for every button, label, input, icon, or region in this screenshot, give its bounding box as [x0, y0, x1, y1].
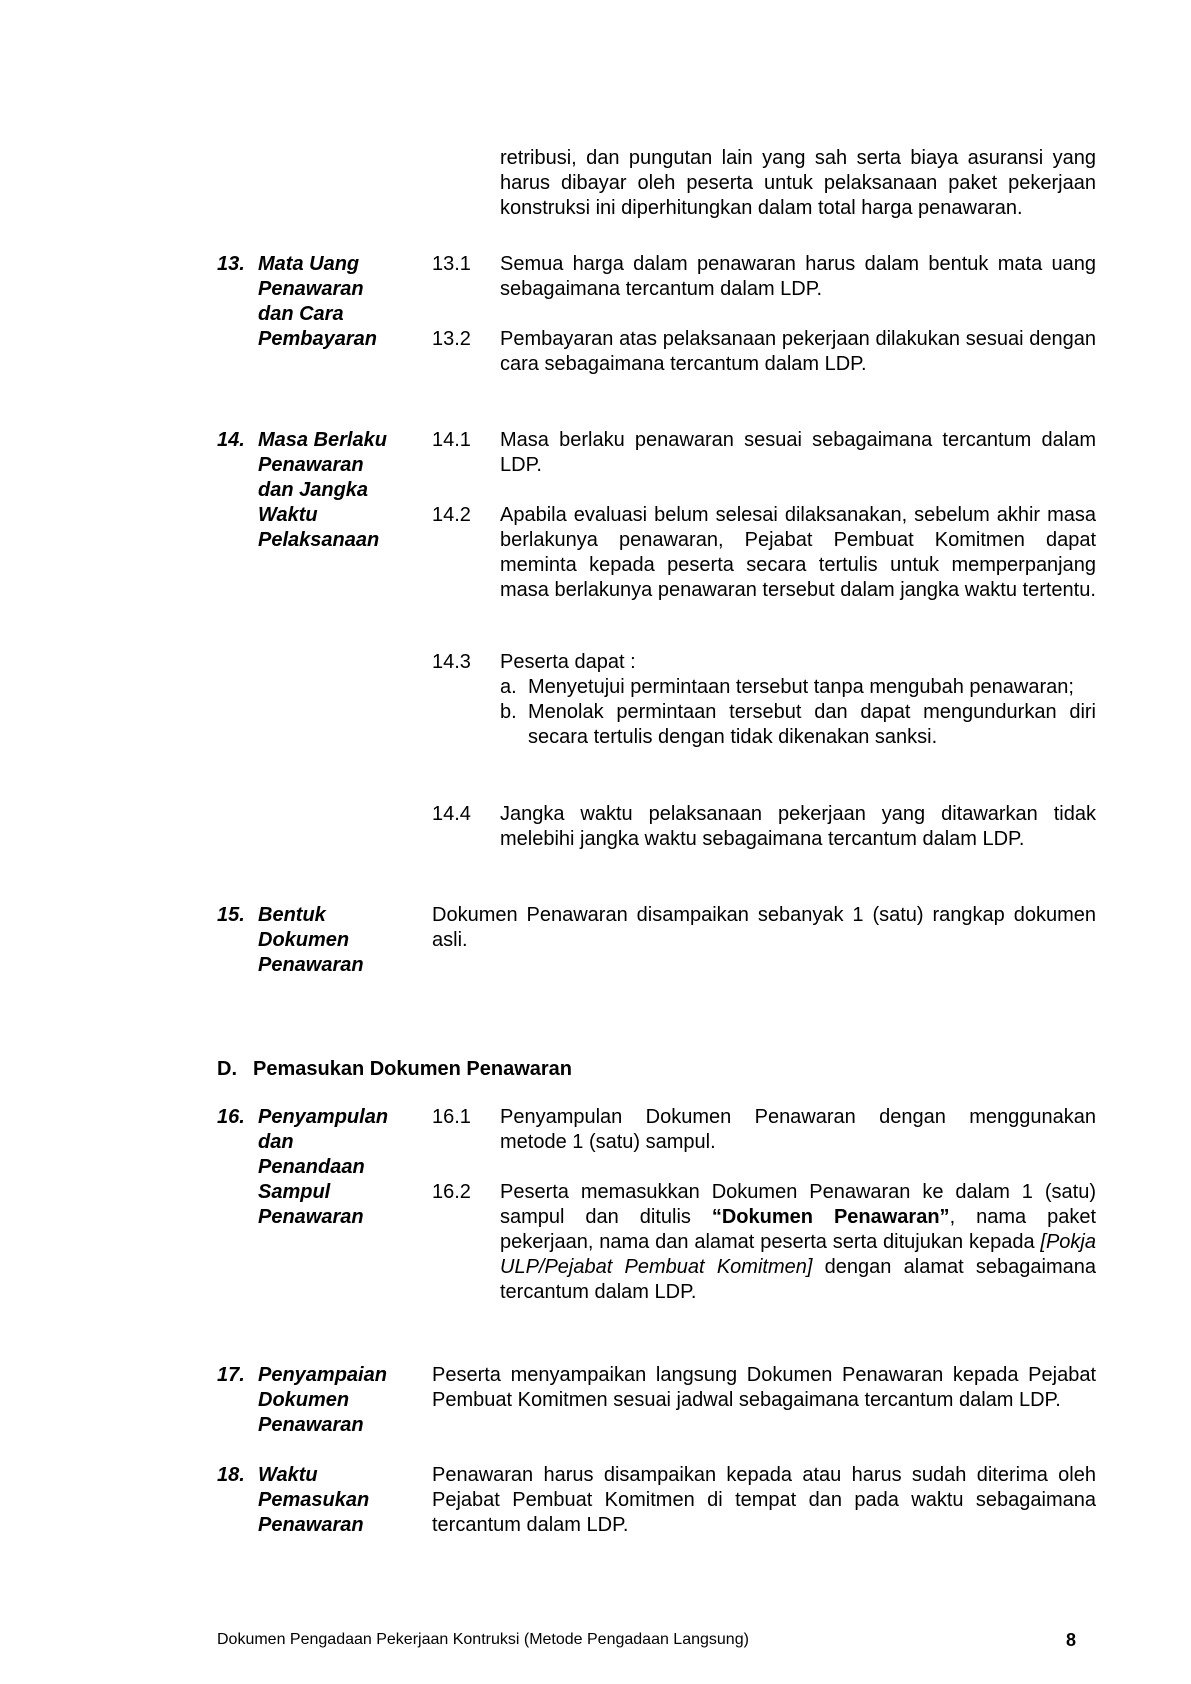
title-line: Penawaran	[258, 954, 364, 976]
title-line: Waktu	[258, 1464, 318, 1486]
clause-placeholder: [Pokja ULP/Pejabat Pembuat Komitmen]	[500, 1231, 1096, 1278]
title-line: Penawaran	[258, 1206, 364, 1228]
title-line: Pembayaran	[258, 328, 377, 350]
clause-text: Penyampulan Dokumen Penawaran dengan menggunakan metode 1 (satu) sampul.	[500, 1106, 1096, 1153]
section-title	[258, 252, 418, 352]
section-title	[258, 428, 418, 553]
section-title	[258, 1363, 418, 1438]
list-text: Menyetujui permintaan tersebut tanpa mengubah penawaran;	[528, 676, 1074, 698]
chapter-heading	[217, 1057, 572, 1082]
title-line: Sampul	[258, 1181, 331, 1203]
clause-number: 16.1	[432, 1106, 471, 1128]
title-line: Penyampaian	[258, 1364, 387, 1386]
section-number: 14.	[217, 429, 245, 451]
title-line: dan Cara	[258, 303, 344, 325]
list-item	[500, 675, 1096, 700]
title-line: dan	[258, 1131, 294, 1153]
list-marker: b.	[500, 701, 517, 723]
section-title	[258, 1463, 418, 1538]
title-line: Mata Uang	[258, 253, 360, 275]
heading-text: Pemasukan Dokumen Penawaran	[253, 1058, 573, 1080]
title-line: Bentuk	[258, 904, 326, 926]
clause-text-part: , nama paket pekerjaan, nama dan alamat peserta serta ditujukan kepada	[500, 1206, 1096, 1253]
title-line: Dokumen	[258, 929, 350, 951]
clause-text: Semua harga dalam penawaran harus dalam bentuk mata uang sebagaimana tercantum dalam LDP.	[500, 253, 1096, 300]
clause-number: 14.1	[432, 429, 471, 451]
clause-number: 13.2	[432, 328, 471, 350]
list-marker: a.	[500, 676, 517, 698]
title-line: Pemasukan	[258, 1489, 370, 1511]
list-text: Menolak permintaan tersebut dan dapat mengundurkan diri secara tertulis dengan tidak dikenakan sanksi.	[528, 701, 1096, 748]
clause-number: 14.2	[432, 504, 471, 526]
section-text: Dokumen Penawaran disampaikan sebanyak 1 (satu) rangkap dokumen asli.	[432, 904, 1096, 951]
footer-text: Dokumen Pengadaan Pekerjaan Kontruksi (Metode Pengadaan Langsung)	[217, 1631, 749, 1648]
clause-text	[500, 650, 1096, 750]
title-line: Penawaran	[258, 454, 364, 476]
section-number: 15.	[217, 904, 245, 926]
clause-text: Apabila evaluasi belum selesai dilaksanakan, sebelum akhir masa berlakunya penawaran, Pejabat Pembuat Komitmen dapat meminta kepada peserta secara tertulis untuk memperpanjang masa berlakunya penawaran tersebut dalam jangka waktu tertentu.	[500, 504, 1096, 601]
section-number: 16.	[217, 1106, 245, 1128]
section-text: Penawaran harus disampaikan kepada atau harus sudah diterima oleh Pejabat Pembuat Komitmen di tempat dan pada waktu sebagaimana tercantum dalam LDP.	[432, 1464, 1096, 1536]
list-item	[500, 700, 1096, 750]
clause-text: Pembayaran atas pelaksanaan pekerjaan dilakukan sesuai dengan cara sebagaimana tercantum dalam LDP.	[500, 328, 1096, 375]
clause-text: Jangka waktu pelaksanaan pekerjaan yang ditawarkan tidak melebihi jangka waktu sebagaimana tercantum dalam LDP.	[500, 803, 1096, 850]
continuation-paragraph: retribusi, dan pungutan lain yang sah serta biaya asuransi yang harus dibayar oleh peserta untuk pelaksanaan paket pekerjaan konstruksi ini diperhitungkan dalam total harga penawaran.	[500, 147, 1096, 219]
clause-text: Masa berlaku penawaran sesuai sebagaimana tercantum dalam LDP.	[500, 429, 1096, 476]
section-number: 13.	[217, 253, 245, 275]
clause-number: 14.4	[432, 803, 471, 825]
title-line: Pelaksanaan	[258, 529, 380, 551]
title-line: Penandaan	[258, 1156, 365, 1178]
clause-intro: Peserta dapat :	[500, 651, 636, 673]
title-line: Penyampulan	[258, 1106, 389, 1128]
title-line: Penawaran	[258, 1414, 364, 1436]
clause-number: 14.3	[432, 651, 471, 673]
clause-text-part: dengan alamat sebagaimana tercantum dalam LDP.	[500, 1256, 1097, 1303]
section-text: Peserta menyampaikan langsung Dokumen Penawaran kepada Pejabat Pembuat Komitmen sesuai jadwal sebagaimana tercantum dalam LDP.	[432, 1364, 1096, 1411]
section-number: 17.	[217, 1364, 245, 1386]
clause-text	[500, 1180, 1096, 1305]
clause-emphasis: “Dokumen Penawaran”	[711, 1206, 950, 1228]
clause-number: 13.1	[432, 253, 471, 275]
title-line: dan Jangka	[258, 479, 369, 501]
title-line: Masa Berlaku	[258, 429, 387, 451]
title-line: Penawaran	[258, 278, 364, 300]
section-title	[258, 1105, 418, 1230]
title-line: Dokumen	[258, 1389, 350, 1411]
clause-text-part: Peserta memasukkan Dokumen Penawaran ke dalam 1 (satu) sampul dan ditulis	[500, 1181, 1096, 1228]
section-title	[258, 903, 418, 978]
title-line: Penawaran	[258, 1514, 364, 1536]
heading-letter: D.	[217, 1058, 237, 1080]
title-line: Waktu	[258, 504, 318, 526]
clause-number: 16.2	[432, 1181, 471, 1203]
page-number: 8	[1066, 1630, 1077, 1650]
section-number: 18.	[217, 1464, 245, 1486]
